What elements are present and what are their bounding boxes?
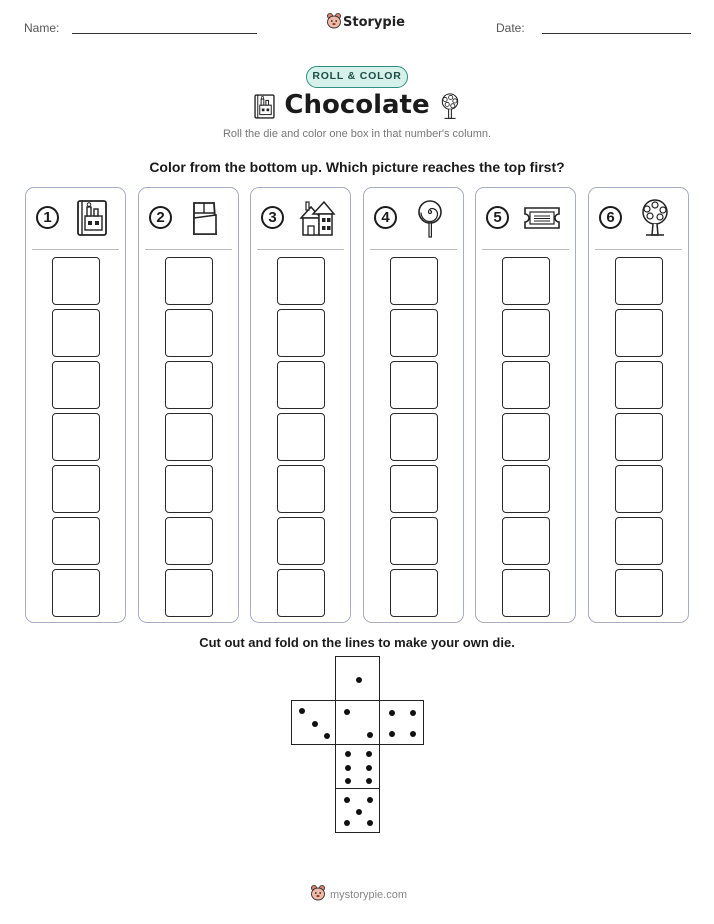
color-box[interactable] — [615, 465, 663, 513]
die-pip — [356, 809, 362, 815]
column-divider — [257, 249, 344, 250]
color-box[interactable] — [502, 465, 550, 513]
column-number: 3 — [261, 206, 284, 229]
die-pip — [345, 751, 351, 757]
column-number: 2 — [149, 206, 172, 229]
die-pip — [324, 733, 330, 739]
color-box[interactable] — [52, 361, 100, 409]
column-2 — [138, 187, 239, 623]
column-divider — [595, 249, 682, 250]
die-pip — [299, 708, 305, 714]
color-box[interactable] — [390, 569, 438, 617]
color-box[interactable] — [502, 309, 550, 357]
color-box[interactable] — [390, 257, 438, 305]
column-number: 4 — [374, 206, 397, 229]
color-box[interactable] — [502, 569, 550, 617]
page-title: Chocolate — [284, 90, 430, 120]
die-pip — [345, 778, 351, 784]
candy-tree-icon — [635, 198, 675, 238]
die-pip — [367, 732, 373, 738]
lollipop-icon — [410, 198, 450, 238]
color-box[interactable] — [52, 309, 100, 357]
color-box[interactable] — [165, 517, 213, 565]
color-box[interactable] — [165, 413, 213, 461]
color-box[interactable] — [390, 413, 438, 461]
color-box[interactable] — [390, 309, 438, 357]
golden-ticket-icon — [522, 198, 562, 238]
color-box[interactable] — [390, 517, 438, 565]
die-pip — [367, 797, 373, 803]
date-label: Date: — [496, 21, 525, 35]
die-pip — [344, 797, 350, 803]
color-box[interactable] — [277, 361, 325, 409]
color-box[interactable] — [390, 361, 438, 409]
die-pip — [366, 751, 372, 757]
color-box[interactable] — [52, 569, 100, 617]
column-number: 6 — [599, 206, 622, 229]
column-divider — [32, 249, 119, 250]
column-4 — [363, 187, 464, 623]
color-box[interactable] — [165, 309, 213, 357]
chocolate-factory-book-icon — [72, 198, 112, 238]
color-box[interactable] — [277, 569, 325, 617]
column-6 — [588, 187, 689, 623]
die-face-bottom — [335, 788, 380, 833]
color-box[interactable] — [165, 569, 213, 617]
color-box[interactable] — [165, 257, 213, 305]
color-box[interactable] — [502, 517, 550, 565]
die-pip — [356, 677, 362, 683]
color-box[interactable] — [390, 465, 438, 513]
color-box[interactable] — [615, 413, 663, 461]
color-box[interactable] — [502, 413, 550, 461]
color-box[interactable] — [615, 361, 663, 409]
die-pip — [344, 709, 350, 715]
column-divider — [370, 249, 457, 250]
roll-and-color-badge: ROLL & COLOR — [306, 66, 408, 88]
name-label: Name: — [24, 21, 60, 35]
color-box[interactable] — [615, 569, 663, 617]
color-box[interactable] — [52, 413, 100, 461]
die-face-right — [379, 700, 424, 745]
footer-url[interactable]: mystorypie.com — [330, 889, 408, 901]
subtitle: Roll the die and color one box in that number's column. — [222, 128, 492, 140]
color-box[interactable] — [52, 257, 100, 305]
die-pip — [312, 721, 318, 727]
chocolate-bar-icon — [185, 198, 225, 238]
name-line[interactable] — [72, 33, 257, 34]
die-pip — [345, 765, 351, 771]
candy-house-icon — [297, 198, 337, 238]
color-box[interactable] — [277, 413, 325, 461]
die-pip — [367, 820, 373, 826]
column-number: 5 — [486, 206, 509, 229]
color-box[interactable] — [615, 517, 663, 565]
die-pip — [410, 731, 416, 737]
column-5 — [475, 187, 576, 623]
color-box[interactable] — [165, 361, 213, 409]
die-face-left — [291, 700, 336, 745]
color-box[interactable] — [165, 465, 213, 513]
die-face-lower — [335, 744, 380, 789]
column-1 — [25, 187, 126, 623]
column-divider — [145, 249, 232, 250]
die-pip — [366, 765, 372, 771]
color-box[interactable] — [615, 309, 663, 357]
column-number: 1 — [36, 206, 59, 229]
color-box[interactable] — [502, 257, 550, 305]
color-box[interactable] — [502, 361, 550, 409]
color-box[interactable] — [277, 517, 325, 565]
candy-tree-icon — [436, 92, 464, 121]
color-box[interactable] — [615, 257, 663, 305]
die-pip — [366, 778, 372, 784]
date-line[interactable] — [542, 33, 691, 34]
die-pip — [389, 710, 395, 716]
die-pip — [344, 820, 350, 826]
color-box[interactable] — [52, 517, 100, 565]
die-pip — [410, 710, 416, 716]
brand-name: Storypie — [343, 15, 405, 30]
color-box[interactable] — [277, 309, 325, 357]
column-3 — [250, 187, 351, 623]
cut-instruction: Cut out and fold on the lines to make your own die. — [199, 635, 515, 650]
die-face-top — [335, 656, 380, 701]
storypie-logo-icon — [326, 12, 342, 30]
die-face-center — [335, 700, 380, 745]
color-box[interactable] — [52, 465, 100, 513]
die-pip — [389, 731, 395, 737]
color-box[interactable] — [277, 257, 325, 305]
instruction: Color from the bottom up. Which picture reaches the top first? — [149, 159, 565, 175]
color-box[interactable] — [277, 465, 325, 513]
column-divider — [482, 249, 569, 250]
storypie-logo-icon — [310, 884, 326, 902]
